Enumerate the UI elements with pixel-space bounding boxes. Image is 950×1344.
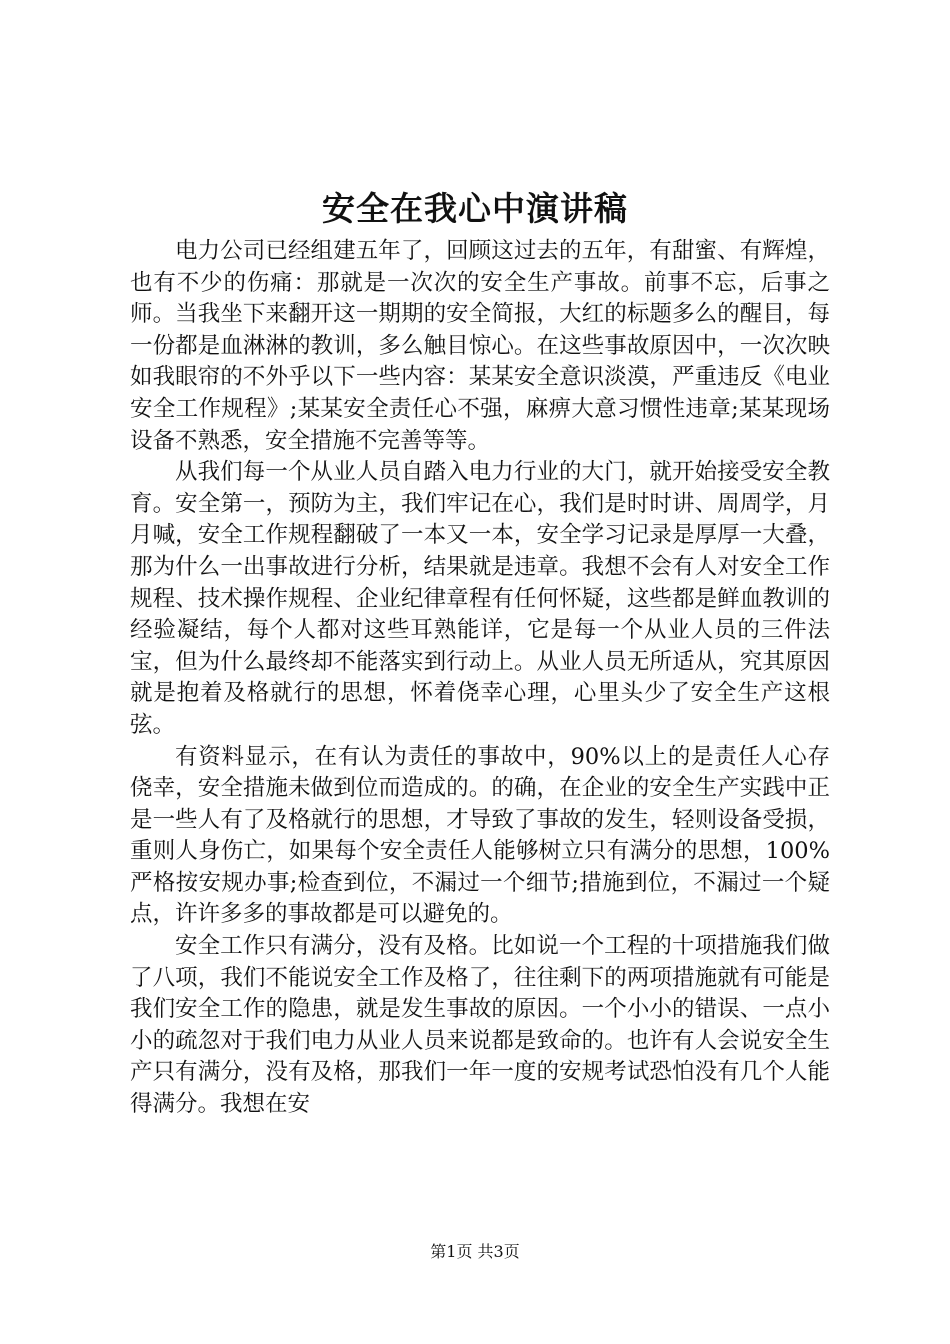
page-title: 安全在我心中演讲稿 (322, 189, 628, 228)
paragraph: 电力公司已经组建五年了，回顾这过去的五年，有甜蜜、有辉煌，也有不少的伤痛：那就是一次次的安全生产事故。前事不忘，后事之师。当我坐下来翻开这一期期的安全简报，大红的标题多么的醒目，每一份都是血淋淋的教训，多么触目惊心。在这些事故原因中，一次次映如我眼帘的不外乎以下一些内容：某某安全意识淡漠，严重违反《电业安全工作规程》;某某安全责任心不强，麻痹大意习惯性违章;某某现场设备不熟悉，安全措施不完善等等。 (130, 238, 830, 454)
paragraph: 安全工作只有满分，没有及格。比如说一个工程的十项措施我们做了八项，我们不能说安全工作及格了，往往剩下的两项措施就有可能是我们安全工作的隐患，就是发生事故的原因。一个小小的错误、一点小小的疏忽对于我们电力从业人员来说都是致命的。也许有人会说安全生产只有满分，没有及格，那我们一年一度的安规考试恐怕没有几个人能得满分。我想在安 (130, 933, 830, 1118)
document-body (130, 236, 830, 1121)
paragraph: 有资料显示，在有认为责任的事故中，90%以上的是责任人心存侥幸，安全措施未做到位而造成的。的确，在企业的安全生产实践中正是一些人有了及格就行的思想，才导致了事故的发生，轻则设备受损，重则人身伤亡，如果每个安全责任人能够树立只有满分的思想，100%严格按安规办事;检查到位，不漏过一个细节;措施到位，不漏过一个疑点，许许多多的事故都是可以避免的。 (130, 743, 830, 928)
paragraph: 从我们每一个从业人员自踏入电力行业的大门，就开始接受安全教育。安全第一，预防为主，我们牢记在心，我们是时时讲、周周学，月月喊，安全工作规程翻破了一本又一本，安全学习记录是厚厚一大叠，那为什么一出事故进行分析，结果就是违章。我想不会有人对安全工作规程、技术操作规程、企业纪律章程有任何怀疑，这些都是鲜血教训的经验凝结，每个人都对这些耳熟能详，它是每一个从业人员的三件法宝，但为什么最终却不能落实到行动上。从业人员无所适从，究其原因就是抱着及格就行的思想，怀着侥幸心理，心里头少了安全生产这根弦。 (130, 459, 830, 738)
page-number-footer: 第1页 共3页 (430, 1242, 520, 1261)
